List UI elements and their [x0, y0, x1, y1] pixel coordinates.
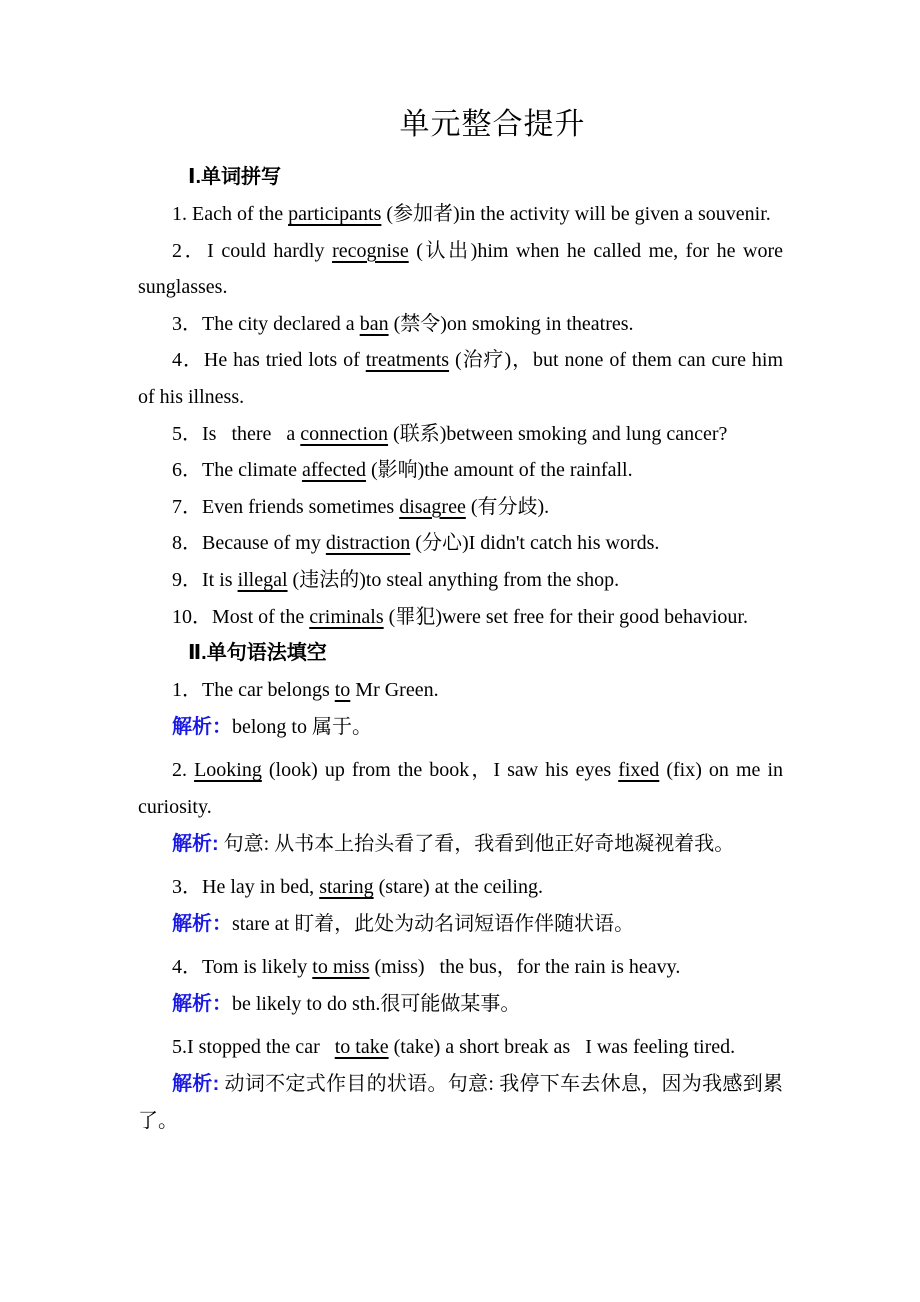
sentence-text: 10．Most of the: [172, 605, 310, 628]
analysis-label: 解析：: [172, 715, 232, 738]
analysis-text: 句意: 从书本上抬头看了看，我看到他正好奇地凝视着我。: [218, 832, 735, 855]
exercise-item: [138, 869, 783, 906]
sentence-text: (stare) at the ceiling.: [373, 876, 543, 899]
analysis-label: 解析：: [172, 912, 232, 935]
sentence-text: (治疗)，but none of them can cure him of his illness.: [138, 349, 788, 408]
answer-text: fixed: [618, 759, 660, 782]
sentence-text: 6．The climate: [172, 459, 302, 482]
sentence-text: (影响)the amount of the rainfall.: [365, 459, 633, 482]
sentence-text: 3．The city declared a: [172, 312, 360, 335]
sentence-text: 3．He lay in bed,: [172, 876, 320, 899]
answer-text: connection: [300, 422, 389, 445]
sentence-text: (违法的)to steal anything from the shop.: [287, 568, 620, 591]
sections-container: [138, 159, 789, 1139]
answer-text: recognise: [332, 239, 409, 262]
exercise-item: [138, 416, 783, 453]
sentence-text: (罪犯)were set free for their good behaviour.: [383, 605, 748, 628]
analysis-label: 解析:: [172, 832, 219, 855]
analysis-label: 解析:: [172, 1073, 220, 1096]
answer-text: treatments: [365, 349, 450, 372]
answer-text: to miss: [312, 956, 370, 979]
analysis-line: [138, 709, 783, 746]
section-heading: Ⅰ.单词拼写: [188, 166, 281, 188]
analysis-line: [138, 1066, 783, 1139]
answer-text: Looking: [194, 759, 262, 782]
exercise-item: [138, 562, 783, 599]
analysis-text: belong to 属于。: [232, 715, 372, 738]
sentence-text: 1．The car belongs: [172, 679, 335, 702]
answer-text: ban: [359, 312, 389, 335]
answer-text: staring: [319, 876, 374, 899]
answer-text: to take: [334, 1036, 389, 1059]
section-heading: Ⅱ.单句语法填空: [188, 642, 327, 665]
sentence-text: 2．I could hardly: [172, 239, 333, 262]
sentence-text: (take) a short break as I was feeling tired.: [388, 1036, 736, 1059]
sentence-text: 1. Each of the: [172, 203, 289, 225]
sentence-text: (look) up from the book，I saw his eyes: [261, 759, 619, 782]
analysis-label: 解析：: [172, 992, 232, 1015]
sentence-text: 8．Because of my: [172, 532, 326, 555]
section-1: [138, 159, 788, 635]
analysis-text: stare at 盯着，此处为动名词短语作伴随状语。: [232, 912, 635, 935]
sentence-text: 5.I stopped the car: [172, 1036, 335, 1059]
analysis-line: [138, 906, 783, 943]
sentence-text: (分心)I didn't catch his words.: [410, 532, 660, 555]
answer-text: disagree: [399, 495, 466, 518]
page-title: 单元整合提升: [399, 108, 586, 141]
sentence-text: 7．Even friends sometimes: [172, 495, 400, 518]
exercise-item: [138, 342, 788, 415]
answer-text: participants: [288, 203, 382, 225]
exercise-item: [138, 672, 783, 709]
answer-text: distraction: [325, 532, 411, 555]
sentence-text: (参加者)in the activity will be given a souvenir.: [381, 203, 771, 225]
sentence-text: 4．Tom is likely: [172, 956, 313, 979]
sentence-text: 9．It is: [172, 568, 238, 591]
sentence-text: Mr Green.: [350, 679, 439, 702]
sentence-text: (有分歧).: [465, 495, 550, 518]
exercise-item: [138, 599, 783, 636]
analysis-line: [138, 826, 783, 863]
sentence-text: 2.: [172, 759, 195, 782]
answer-text: criminals: [309, 605, 384, 628]
answer-text: illegal: [237, 568, 288, 591]
exercise-item: [138, 949, 783, 986]
exercise-item: [138, 752, 789, 825]
sentence-text: 5．Is there a: [172, 422, 301, 445]
exercise-item: [138, 233, 788, 306]
exercise-item: [138, 196, 783, 233]
sentence-text: (fix) on me in curiosity.: [138, 759, 789, 818]
exercise-item: [138, 489, 783, 526]
exercise-item: [138, 306, 783, 343]
exercise-item: [138, 1029, 783, 1066]
analysis-line: [138, 986, 783, 1023]
sentence-text: 4．He has tried lots of: [172, 349, 366, 372]
sentence-text: (联系)between smoking and lung cancer?: [388, 422, 728, 445]
analysis-text: 动词不定式作目的状语。句意: 我停下车去休息，因为我感到累了。: [138, 1073, 783, 1132]
answer-text: affected: [301, 459, 366, 482]
sentence-text: (认出)him when he called me, for he wore sunglasses.: [138, 239, 788, 299]
answer-text: to: [334, 679, 351, 702]
sentence-text: (禁令)on smoking in theatres.: [388, 312, 634, 335]
exercise-item: [138, 452, 783, 489]
analysis-text: be likely to do sth.很可能做某事。: [232, 992, 521, 1015]
section-2: [138, 635, 789, 1139]
sentence-text: (miss) the bus，for the rain is heavy.: [369, 956, 681, 979]
exercise-item: [138, 525, 783, 562]
